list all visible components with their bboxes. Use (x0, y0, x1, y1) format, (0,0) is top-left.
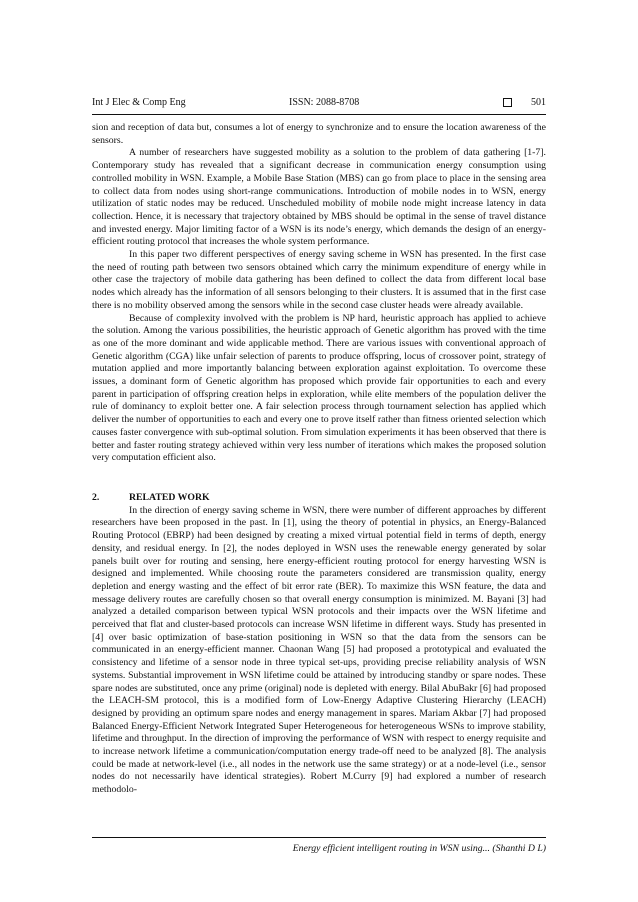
paragraph: sion and reception of data but, consumes a lot of energy to synchronize and to ensure the location awareness of the sensors. (92, 122, 546, 146)
paragraph: In the direction of energy saving scheme in WSN, there were number of different approaches by different researchers have been proposed in the past. In [1], using the theory of potential in physics, an Energy-Balanced Routing Protocol (EBRP) had been designed by creating a mixed virtual potential field in terms of depth, energy density, and residual energy. In [2], the nodes deployed in WSN uses the renewable energy generated by solar panels built over for routing and sensing, here energy-efficient routing protocol for energy harvesting WSN is designed and implemented. While choosing route the parameters considered are transmission quality, energy depletion and energy wasting and the effect of bit error rate (BER). To maximize this WSN feature, the data and message delivery routes are carefully chosen so that overall energy consumption is minimized. M. Bayani [3] had analyzed a detailed comparison between typical WSN protocols and their impacts over the WSN lifetime and perceived that flat and cluster-based protocols can increase WSN lifetime in different ways. Study has presented in [4] over basic optimization of base-station positioning in WSN so that the data from the sensors can be communicated in an energy-efficient manner. Chaonan Wang [5] had proposed a prototypical and evaluated the consistency and lifetime of a sensor node in three typical set-ups, providing precise reliability analysis of WSN systems. Substantial improvement in WSN lifetime could be attained by introducing standby or spare nodes. These spare nodes are substituted, once any prime (original) node is depleted with energy. Bilal AbuBakr [6] had proposed the LEACH-SM protocol, this is a modified form of Low-Energy Adaptive Clustering Hierarchy (LEACH) designed by providing an optimum spare nodes and energy management in spares. Mariam Akbar [7] had proposed Balanced Energy-Efficient Network Integrated Super Heterogeneous for heterogeneous WSNs to improve stability, lifetime and throughput. In the direction of improving the performance of WSN with respect to energy requisite and to increase network lifetime a communication/computation energy trade-off need to be analyzed [8]. The analysis could be made at network-level (i.e., all nodes in the network use the same strategy) or at a node-level (i.e., sensor nodes do not necessarily have identical strategies). Robert M.Curry [9] had explored a number of research methodolo- (92, 504, 546, 796)
square-icon (503, 98, 512, 107)
section-heading (92, 492, 546, 505)
page-header (92, 97, 546, 111)
journal-name: Int J Elec & Comp Eng (92, 97, 186, 108)
section-number: 2. (92, 491, 100, 503)
paragraph: Because of complexity involved with the problem is NP hard, heuristic approach has applied to achieve the solution. Among the various possibilities, the heuristic approach of Genetic algorithm has proved with the time as one of the more dominant and wide applicable method. There are various issues with conventional approach of Genetic algorithm (CGA) like unfair selection of parents to produce offspring, locus of crossover point, strategy of mutation applied and more importantly balancing between exploration against exploitation. To overcome these issues, a dominant form of Genetic algorithm has proposed which provide fair opportunities to each and every parent in participation of offspring creation helps in exploration, while elite members of the population deliver the rule of dominancy to exploit better one. A fair selection process through tournament selection has applied which deliver the number of opportunities to each and every one to prove itself rather than fitness oriented selection which causes faster convergence with sub-optimal solution. From simulation experiments it has been observed that there is better and faster routing strategy achieved within very less number of iterations which makes the proposed solution very computation efficient also. (92, 312, 546, 464)
section-title: RELATED WORK (129, 491, 210, 503)
running-title: Energy efficient intelligent routing in WSN using... (Shanthi D L) (292, 843, 546, 854)
issn: ISSN: 2088-8708 (289, 97, 360, 108)
paragraph: In this paper two different perspectives of energy saving scheme in WSN has presented. In the first case the need of routing path between two sensors obtained which carry the minimum expenditure of energy while in other case the trajectory of mobile data gathering has been defined to collect the data from different local base nodes which already has the information of all sensors belonging to their clusters. It is assumed that in the first case there is no mobility observed among the sensors while in the second case cluster heads were already available. (92, 249, 546, 311)
footer-rule (92, 837, 546, 838)
main-content (92, 122, 546, 797)
paragraph: A number of researchers have suggested mobility as a solution to the problem of data gathering [1-7]. Contemporary study has revealed that a significant decrease in communication energy consumption using controlled mobility in WSN. Example, a Mobile Base Station (MBS) can go from place to place in the sensing area to collect data from nodes using short-range communications. Introduction of mobile nodes in to WSN, energy utilization of static nodes may be reduced. Unscheduled mobility of mobile node might increase latency in data collection. Hence, it is necessary that trajectory obtained by MBS should be optimal in the sense of travel distance and invested energy. Major limiting factor of a WSN is its node’s energy, which demands the design of an energy-efficient routing protocol that increases the whole system performance. (92, 147, 546, 248)
header-rule (92, 114, 546, 115)
page-number: 501 (531, 97, 546, 108)
